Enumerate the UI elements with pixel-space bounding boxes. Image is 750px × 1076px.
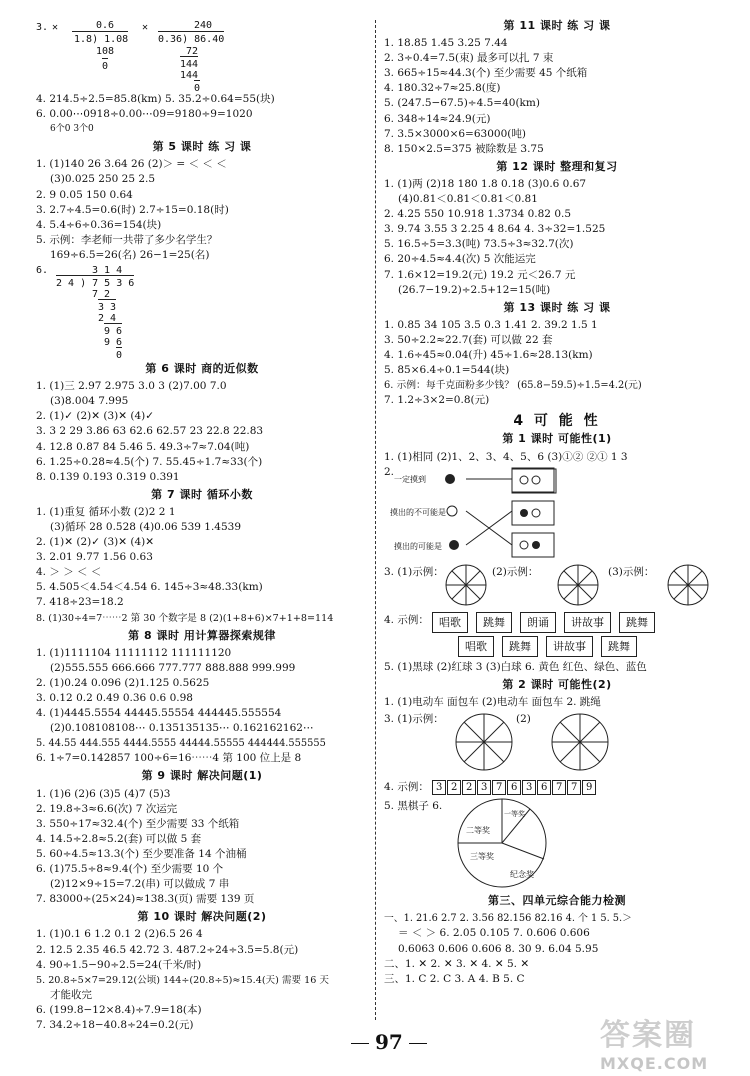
answer-line: 4. (1)4445.5554 44445.55554 444445.555554 [36,707,282,720]
answer-line: 4. 180.32÷7≈25.8(度) [384,82,501,95]
q3b-label: (2) [516,713,531,726]
q2-label: 2. [384,465,395,478]
activity-box: 讲故事 [546,636,593,657]
activity-row [432,612,730,633]
answer-line: (3)循环 28 0.528 (4)0.06 539 1.4539 [50,520,242,533]
answer-line: 6. 1÷7=0.142857 100÷6=16⋯⋯4 第 100 位上是 8 [36,752,302,765]
number-box: 2 [447,780,461,795]
prize-wheel-figure [384,795,730,891]
left-column [36,18,368,1033]
answer-line: (2)0.108108108⋯ 0.135135135⋯ 0.162162162⋯ [50,722,314,735]
division-step: 9 6 [104,323,122,339]
section-title: 第 1 课时 可能性(1) [502,432,612,446]
answer-line: 二、1. ✕ 2. ✕ 3. ✕ 4. ✕ 5. ✕ [384,957,530,970]
answer-line: (3)0.025 250 25 2.5 [50,173,156,186]
answer-line: 3. 9.74 3.55 3 2.25 4 8.64 4. 3÷32=1.525 [384,223,606,236]
answer-line: 7. 3.5×3000×6=63000(吨) [384,127,526,140]
answer-line: 1. (1)相同 (2)1、2、3、4、5、6 (3)①② ②① 1 3 [384,450,628,463]
q5-label: 5. 黑棋子 6. [384,800,443,813]
answer-line: 5. 60÷4.5≈13.3(个) 至少要准备 14 个油桶 [36,847,247,860]
section-title: 第 12 课时 整理和复习 [496,159,618,173]
ball-icon [445,474,455,484]
answer-line: 才能收完 [50,988,92,1001]
answer-line: 4. 1.6÷45≈0.04(升) 45÷1.6≈28.13(km) [384,348,593,361]
answer-line: 6. 20÷4.5≈4.4(次) 5 次能运完 [384,253,536,266]
number-box: 6 [507,780,521,795]
answer-line: 1. (1)电动车 面包车 (2)电动车 面包车 2. 跳绳 [384,696,601,709]
answer-line: 3. 0.12 0.2 0.49 0.36 0.6 0.98 [36,692,193,704]
activity-row [458,636,730,657]
answer-line: 6. 示例：每千克面粉多少钱？ (65.8−59.5)÷1.5=4.2(元) [384,380,642,392]
answer-line: 7. 418÷23=18.2 [36,596,124,609]
watermark-logo-text: 答案圈 [600,1018,696,1053]
answer-line: 7. 83000÷(25×24)≈138.3(页) 需要 139 页 [36,893,255,906]
answer-line: 2. (1)✓ (2)✕ (3)✕ (4)✓ [36,410,155,423]
section-title: 第 7 课时 循环小数 [151,487,253,501]
division-step: 7 2 [92,289,111,301]
prize-label: 纪念奖 [510,870,534,880]
prize-label: 三等奖 [470,852,494,862]
activity-box: 跳舞 [619,612,655,633]
answer-line: 4. 90÷1.5−90÷2.5=24(千米/时) [36,958,202,971]
division-step: 108 [96,46,115,57]
activity-box: 唱歌 [458,636,494,657]
answer-line: 1. (1)重复 循环小数 (2)2 2 1 [36,505,176,518]
q3-label: 3. (1)示例： [384,713,444,726]
section-title: 第 6 课时 商的近似数 [145,362,259,376]
quotient: 240 [194,20,213,31]
answer-line: 6. 0.00⋯0918÷0.00⋯09=9180÷9=1020 [36,108,253,121]
answer-line: 5. 44.55 444.555 4444.5555 44444.55555 444444.555555 [36,738,326,750]
section-title: 第 9 课时 解决问题(1) [141,769,263,783]
section-title: 第 2 课时 可能性(2) [502,678,612,691]
ball-icon [447,506,457,516]
answer-line: 1. (1)1111104 11111112 111111120 [36,646,232,659]
division-remainder: 0 [116,347,122,363]
division-step: 72 [186,46,199,57]
activity-box: 跳舞 [476,612,512,633]
number-box: 7 [492,780,506,795]
answer-line: (4)0.81＜0.81＜0.81＜0.81 [398,193,538,206]
answer-line: 1. 18.85 1.45 3.25 7.44 [384,37,508,50]
answer-line: 三、1. C 2. C 3. A 4. B 5. C [384,972,525,985]
prize-wheel [384,795,730,891]
q3-label: 3. [36,22,49,33]
answer-line: 4. 5.4÷6÷0.36=154(块) [36,218,162,231]
answer-line: (2)555.555 666.666 777.777 888.888 999.999 [50,661,296,674]
answer-line: 2. 4.25 550 10.918 1.3734 0.82 0.5 [384,208,572,221]
division-expression: 2 4 ) 7 5 3 6 [56,275,134,291]
number-box: 7 [567,780,581,795]
quotient: 0.6 [96,20,115,31]
long-division-work [36,263,368,362]
spinner-figures [384,561,730,609]
answer-line: 4. 示例： [384,613,429,626]
division-remainder: 0 [102,58,108,74]
ball-icon [449,540,459,550]
answer-line: 7. 34.2÷18−40.8÷24=0.2(元) [36,1018,194,1031]
division-step: 144 [180,70,199,81]
watermark [600,1010,740,1073]
answer-line: 4. ＞ ＞ ＜ ＜ [36,566,102,579]
answer-line: 4. 12.8 0.87 84 5.46 5. 49.3÷7≈7.04(吨) [36,440,250,453]
unit-title: 4 可 能 性 [513,413,601,430]
answer-line: 169÷6.5=26(名) 26−1=25(名) [50,248,210,261]
answer-line: 5. 20.8÷5×7=29.12(公顷) 144÷(20.8÷5)≈15.4(天) 需要 16 天 [36,974,330,986]
cross-mark: ✕ [142,22,149,33]
section-title: 第 10 课时 解决问题(2) [137,910,267,924]
answer-line: (2)12×9÷15=7.2(串) 可以做成 7 串 [50,878,230,891]
answer-line: 2. (1)✕ (2)✓ (3)✕ (4)✕ [36,536,155,549]
division-step: 2 4 [98,313,117,325]
answer-line: (3)8.004 7.995 [50,395,129,408]
column-divider [375,20,376,1020]
q3b-label: (2)示例： [492,565,539,578]
number-box: 6 [537,780,551,795]
answer-line: 6. (1)75.5÷8≈9.4(个) 至少需要 10 个 [36,863,224,876]
answer-line: 3. 3 2 29 3.86 63 62.6 62.57 23 22.8 22.83 [36,425,264,438]
q3c-label: (3)示例： [608,565,655,578]
number-box: 2 [462,780,476,795]
answer-line: 8. (1)30÷4=7⋯⋯2 第 30 个数字是 8 (2)(1+8+6)×7+1+8=114 [36,612,334,624]
answer-line: 7. 1.2÷3×2=0.8(元) [384,394,490,407]
page-number: 97 [345,1030,433,1054]
answer-note: 6个0 3个0 [50,124,94,135]
division-step: 144 [180,56,198,72]
answer-line: 6. 348÷14≈24.9(元) [384,112,491,125]
section-title: 第三、四单元综合能力检测 [488,894,626,908]
answer-line: 3. 665÷15≈44.3(个) 至少需要 45 个纸箱 [384,67,588,80]
number-box: 3 [432,780,446,795]
spinner-icons [384,710,730,774]
division-expression: 1.8) 1.08 [72,31,128,47]
answer-line: 0.6063 0.606 0.606 8. 30 9. 6.04 5.95 [398,942,599,955]
answer-line: 1. 0.85 34 105 3.5 0.3 1.41 2. 39.2 1.5 1 [384,318,598,331]
answer-line: 4. 214.5÷2.5=85.8(km) 5. 35.2÷0.64=55(块) [36,93,275,105]
activity-box: 讲故事 [564,612,611,633]
answer-line: 2. 9 0.05 150 0.64 [36,188,133,201]
division-step: 9 6 [104,337,123,349]
number-box: 3 [477,780,491,795]
number-box: 9 [582,780,596,795]
answer-line: 1. (1)三 2.97 2.975 3.0 3 (2)7.00 7.0 [36,380,227,393]
prize-label: 一等奖 [504,810,525,819]
answer-line: 6. (199.8−12×8.4)÷7.9=18(本) [36,1003,202,1016]
answer-line: 3. 2.01 9.77 1.56 0.63 [36,551,153,564]
division-step: 3 3 [98,299,116,315]
q3-label: 3. (1)示例： [384,565,444,578]
answer-line: 8. 0.139 0.193 0.319 0.391 [36,470,180,483]
long-division-work [36,18,368,94]
answer-line: (26.7−19.2)÷2.5+12=15(吨) [398,283,551,296]
number-box: 3 [522,780,536,795]
division-expression: 0.36) 86.40 [158,31,224,47]
answer-line: 6. 1.25÷0.28≈4.5(个) 7. 55.45÷1.7≈33(个) [36,455,263,468]
activity-box: 跳舞 [502,636,538,657]
quotient: 3 1 4 [92,265,123,277]
answer-line: 3. 550÷17≈32.4(个) 至少需要 33 个纸箱 [36,817,240,830]
answer-line: 5. 4.505＜4.54＜4.54 6. 145÷3≈48.33(km) [36,581,263,594]
number-box: 7 [552,780,566,795]
answer-line [384,780,730,795]
answer-line: 2. 19.8÷3≈6.6(次) 7 次运完 [36,802,178,815]
answer-line: 5. 示例：李老师一共带了多少名学生？ [36,233,218,246]
section-title: 第 13 课时 练 习 课 [503,300,611,314]
prize-label: 二等奖 [466,826,490,836]
answer-line: 2. (1)0.24 0.096 (2)1.125 0.5625 [36,676,210,689]
matching-figure [384,465,730,561]
answer-line: 一、1. 21.6 2.7 2. 3.56 82.156 82.16 4. 个 1 5. 5.＞ [384,913,632,925]
section-title: 第 8 课时 用计算器探索规律 [128,628,276,642]
answer-line: ＝ ＜ ＞ 6. 2.05 0.105 7. 0.606 0.606 [398,927,590,940]
answer-line: 5. 85×6.4÷0.1=544(块) [384,364,510,377]
answer-line: 7. 1.6×12=19.2(元) 19.2 元＜26.7 元 [384,268,576,281]
spinner-figures [384,710,730,774]
activity-box: 朗诵 [520,612,556,633]
answer-line: 1. (1)两 (2)18 180 1.8 0.18 (3)0.6 0.67 [384,177,587,190]
answer-line: 1. (1)0.1 6 1.2 0.1 2 (2)6.5 26 4 [36,928,203,941]
section-title: 第 5 课时 练 习 课 [152,140,252,154]
division-remainder: 0 [194,80,200,96]
answer-line: 2. 3÷0.4=7.5(束) 最多可以扎 7 束 [384,52,554,65]
q4-label: 4. 示例： [384,781,429,794]
spinner-icons [384,561,730,609]
activity-box: 跳舞 [601,636,637,657]
answer-line: 1. (1)6 (2)6 (3)5 (4)7 (5)3 [36,787,171,800]
right-column [384,18,730,987]
answer-line: 1. (1)140 26 3.64 26 (2)＞ = ＜ ＜ ＜ [36,158,227,171]
answer-line: 5. 16.5÷5=3.3(吨) 73.5÷3≈32.7(次) [384,238,574,251]
answer-line: 4. 14.5÷2.8≈5.2(套) 可以做 5 套 [36,832,202,845]
activity-box: 唱歌 [432,612,468,633]
answer-line: 5. (247.5−67.5)÷4.5=40(km) [384,97,540,110]
section-title: 第 11 课时 练 习 课 [503,19,611,32]
answer-line: 2. 12.5 2.35 46.5 42.72 3. 487.2÷24÷3.5=5.8(元) [36,943,299,956]
match-label: 摸出的不可能是 [390,507,446,517]
cross-mark: ✕ [52,22,59,33]
answer-line: 8. 150×2.5=375 被除数是 3.75 [384,142,544,155]
q6-label: 6. [36,265,49,277]
answer-line: 3. 2.7÷4.5=0.6(时) 2.7÷15=0.18(时) [36,203,229,216]
match-label: 摸出的可能是 [394,541,442,551]
watermark-url: MXQE.COM [600,1054,709,1073]
answer-line: 5. (1)黑球 (2)红球 3 (3)白球 6. 黄色 红色、绿色、蓝色 [384,660,647,673]
answer-line: 3. 50÷2.2≈22.7(套) 可以做 22 套 [384,333,553,346]
match-label: 一定摸到 [394,474,426,484]
